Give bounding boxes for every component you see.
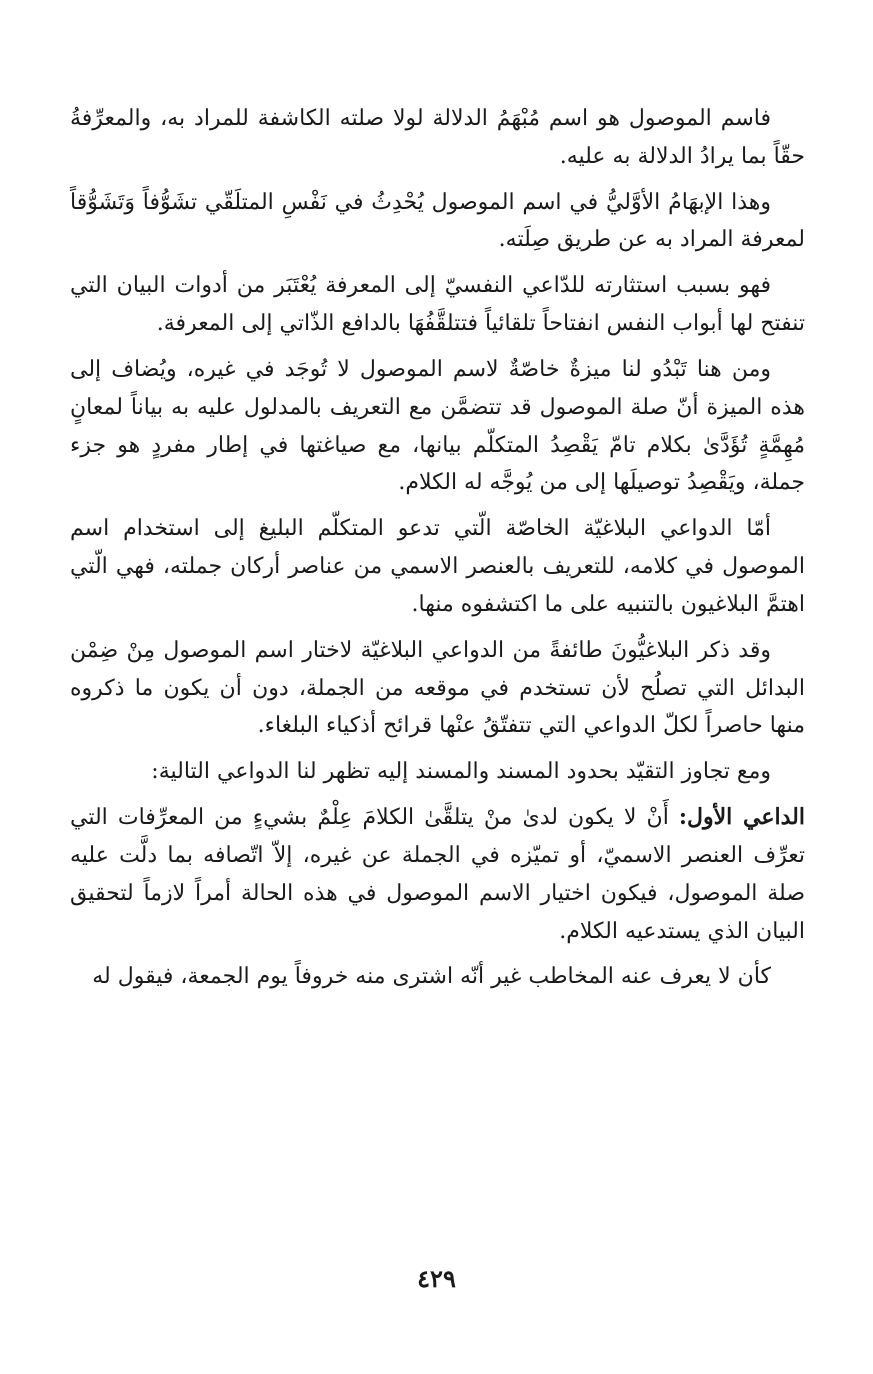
paragraph-4: ومن هنا تَبْدُو لنا ميزةٌ خاصّةٌ لاسم الموصول لا تُوجَد في غيره، ويُضاف إلى هذه الميزة أنّ صلة الموصول قد تتضمَّن مع التعريف بالمدلول عليه به بياناً لمعانٍ مُهِمَّةٍ تُؤَدَّىٰ بكلام تامّ يَقْصِدُ المتكلّم بيانها، مع صياغتها في إطار مفردٍ هو جزء جملة، ويَقْصِدُ توصيلَها إلى من يُوجَّه له الكلام. <box>70 356 805 496</box>
page-number: ٤٢٩ <box>417 1264 456 1293</box>
first-reason-paragraph <box>70 799 805 950</box>
paragraph-6: وقد ذكر البلاغيُّونَ طائفةً من الدواعي البلاغيّة لاختار اسم الموصول مِنْ ضِمْن البدائل التي تصلُح لأن تستخدم في موقعه من الجملة، دون أن يكون ما ذكروه منها حاصراً لكلّ الدواعي التي تتفتّقُ عنْها قرائح أذكياء البلغاء. <box>70 637 805 739</box>
paragraph-1: فاسم الموصول هو اسم مُبْهَمُ الدلالة لولا صلته الكاشفة للمراد به، والمعرِّفةُ حقّاً بما يرادُ الدلالة به عليه. <box>70 106 805 169</box>
first-reason-text: أَنْ لا يكون لدىٰ منْ يتلقَّىٰ الكلامَ عِلْمٌ بشيءٍ من المعرِّفات التي تعرِّف العنصر الاسميّ، أو تميّزه في الجملة عن غيره، إلاّ اتّصافه بما دلَّت عليه صلة الموصول، فيكون اختيار الاسم الموصول في هذه الحالة أمراً لازماً لتحقيق البيان الذي يستدعيه الكلام. <box>70 805 805 944</box>
first-reason-label: الداعي الأول: <box>678 804 805 831</box>
paragraph-last: كأن لا يعرف عنه المخاطب غير أنّه اشترى منه خروفاً يوم الجمعة، فيقول له <box>92 964 771 990</box>
paragraph-5: أمّا الدواعي البلاغيّة الخاصّة الّتي تدعو المتكلّم البليغ إلى استخدام اسم الموصول في كلامه، للتعريف بالعنصر الاسمي من عناصر أركان جملته، فهي الّتي اهتمَّ البلاغيون بالتنبيه على ما اكتشفوه منها. <box>70 516 805 617</box>
paragraph-2: وهذا الإبهَامُ الأوَّليُّ في اسم الموصول يُحْدِثُ في نَفْسِ المتلَقّي تشَوُّفاً وَتَشَوُّقاً لمعرفة المراد به عن طريق صِلَته. <box>70 189 805 253</box>
paragraph-3: فهو بسبب استثارته للدّاعي النفسيّ إلى المعرفة يُعْتَبَر من أدوات البيان التي تنفتح لها أبواب النفس انفتاحاً تلقائياً فتتلقَّفُهَا بالدافع الذّاتي إلى المعرفة. <box>70 273 805 337</box>
paragraph-7: ومع تجاوز التقيّد بحدود المسند والمسند إليه تظهر لنا الدواعي التالية: <box>151 759 771 785</box>
page-body <box>70 100 805 1004</box>
